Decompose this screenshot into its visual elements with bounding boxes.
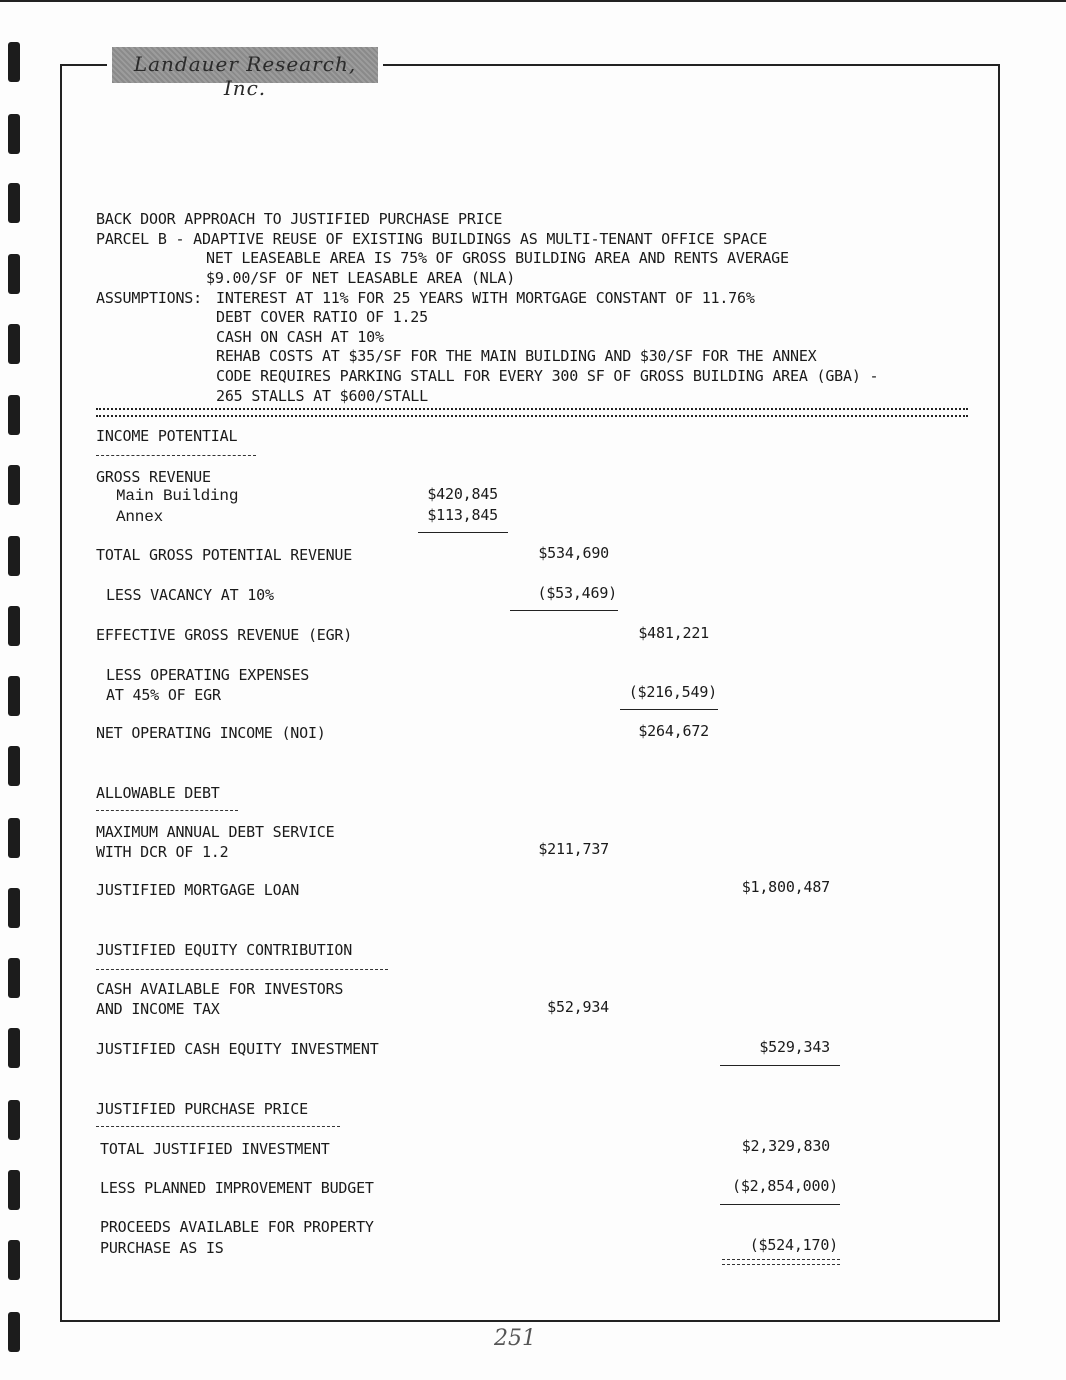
equity-investment-label: JUSTIFIED CASH EQUITY INVESTMENT — [96, 1040, 379, 1058]
assumption-item: CASH ON CASH AT 10% — [216, 328, 384, 346]
vacancy-value: ($53,469) — [537, 584, 617, 602]
binder-hole — [8, 818, 20, 858]
page-top-edge — [0, 0, 1066, 2]
binder-hole — [8, 465, 20, 505]
subtotal-rule — [720, 1204, 840, 1205]
egr-label: EFFECTIVE GROSS REVENUE (EGR) — [96, 626, 353, 644]
main-building-value: $420,845 — [427, 485, 498, 503]
binder-hole — [8, 958, 20, 998]
subtotal-rule — [720, 1065, 840, 1066]
binder-hole — [8, 254, 20, 294]
improvement-budget-value: ($2,854,000) — [732, 1177, 838, 1195]
binder-hole — [8, 746, 20, 786]
binder-hole — [8, 1170, 20, 1210]
assumption-item: REHAB COSTS AT $35/SF FOR THE MAIN BUILDING AND $30/SF FOR THE ANNEX — [216, 347, 817, 365]
heading-underline — [96, 455, 256, 456]
cash-available-label: CASH AVAILABLE FOR INVESTORS — [96, 980, 344, 998]
opex-label-line2: AT 45% OF EGR — [106, 686, 221, 704]
total-investment-value: $2,329,830 — [741, 1137, 830, 1155]
total-gross-label: TOTAL GROSS POTENTIAL REVENUE — [96, 546, 353, 564]
opex-label: LESS OPERATING EXPENSES — [106, 666, 310, 684]
assumption-item: INTEREST AT 11% FOR 25 YEARS WITH MORTGAGE CONSTANT OF 11.76% — [216, 289, 755, 307]
cash-available-label-line2: AND INCOME TAX — [96, 1000, 220, 1018]
equity-investment-value: $529,343 — [759, 1038, 830, 1056]
mortgage-loan-value: $1,800,487 — [741, 878, 830, 896]
total-gross-value: $534,690 — [538, 544, 609, 562]
debt-heading: ALLOWABLE DEBT — [96, 784, 220, 802]
vacancy-label: LESS VACANCY AT 10% — [106, 586, 274, 604]
binder-hole — [8, 1312, 20, 1352]
equity-heading: JUSTIFIED EQUITY CONTRIBUTION — [96, 941, 353, 959]
binder-hole — [8, 888, 20, 928]
max-service-value: $211,737 — [538, 840, 609, 858]
binder-hole — [8, 324, 20, 364]
parcel-description-line2: NET LEASEABLE AREA IS 75% OF GROSS BUILDING AREA AND RENTS AVERAGE — [206, 249, 789, 267]
binder-hole — [8, 42, 20, 82]
parcel-description: PARCEL B - ADAPTIVE REUSE OF EXISTING BUILDINGS AS MULTI-TENANT OFFICE SPACE — [96, 230, 768, 248]
subtotal-rule — [620, 709, 718, 710]
binder-hole — [8, 1100, 20, 1140]
income-heading: INCOME POTENTIAL — [96, 427, 238, 445]
mortgage-loan-label: JUSTIFIED MORTGAGE LOAN — [96, 881, 300, 899]
binder-hole — [8, 536, 20, 576]
noi-label: NET OPERATING INCOME (NOI) — [96, 724, 326, 742]
proceeds-label: PROCEEDS AVAILABLE FOR PROPERTY — [100, 1218, 374, 1236]
binder-hole — [8, 395, 20, 435]
purchase-heading: JUSTIFIED PURCHASE PRICE — [96, 1100, 308, 1118]
heading-underline — [96, 810, 238, 811]
total-investment-label: TOTAL JUSTIFIED INVESTMENT — [100, 1140, 330, 1158]
logo-text: Landauer Research, Inc. — [133, 52, 357, 100]
binder-hole — [8, 114, 20, 154]
proceeds-label-line2: PURCHASE AS IS — [100, 1239, 224, 1257]
document-title: BACK DOOR APPROACH TO JUSTIFIED PURCHASE PRICE — [96, 210, 503, 228]
heading-underline — [96, 969, 388, 970]
subtotal-rule — [510, 610, 618, 611]
proceeds-value: ($524,170) — [749, 1236, 838, 1254]
annex-value: $113,845 — [427, 506, 498, 524]
subtotal-rule — [418, 532, 508, 533]
binder-hole — [8, 676, 20, 716]
egr-value: $481,221 — [638, 624, 709, 642]
company-logo — [112, 47, 378, 100]
heading-underline — [96, 1126, 340, 1127]
noi-value: $264,672 — [638, 722, 709, 740]
assumption-item: 265 STALLS AT $600/STALL — [216, 387, 428, 405]
binder-hole — [8, 606, 20, 646]
assumption-item: CODE REQUIRES PARKING STALL FOR EVERY 300 SF OF GROSS BUILDING AREA (GBA) - — [216, 367, 879, 385]
binder-hole — [8, 1028, 20, 1068]
handwritten-page-mark: 251 — [494, 1326, 536, 1351]
binder-hole — [8, 1240, 20, 1280]
parcel-description-line3: $9.00/SF OF NET LEASABLE AREA (NLA) — [206, 269, 516, 287]
opex-value: ($216,549) — [628, 683, 717, 701]
grand-total-double-rule — [722, 1259, 840, 1265]
assumptions-label: ASSUMPTIONS: — [96, 289, 202, 307]
section-divider — [96, 408, 968, 417]
main-building-label: Main Building — [116, 487, 239, 505]
assumption-item: DEBT COVER RATIO OF 1.25 — [216, 308, 428, 326]
max-service-label-line2: WITH DCR OF 1.2 — [96, 843, 229, 861]
max-service-label: MAXIMUM ANNUAL DEBT SERVICE — [96, 823, 335, 841]
annex-label: Annex — [116, 508, 164, 526]
cash-available-value: $52,934 — [547, 998, 609, 1016]
improvement-budget-label: LESS PLANNED IMPROVEMENT BUDGET — [100, 1179, 374, 1197]
binder-hole — [8, 183, 20, 223]
gross-revenue-label: GROSS REVENUE — [96, 468, 211, 486]
